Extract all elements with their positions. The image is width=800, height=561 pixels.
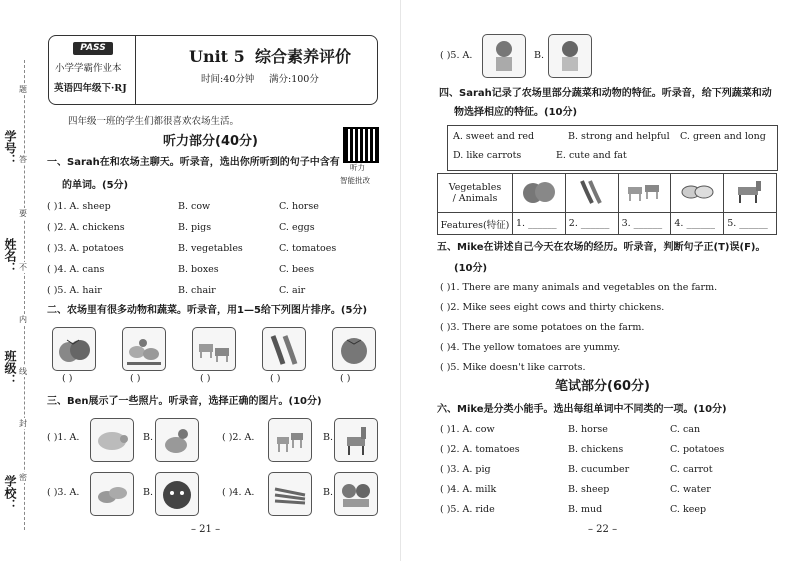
s1-q2-b: B. pigs xyxy=(178,222,212,233)
s6-q5-b: B. mud xyxy=(568,504,603,515)
s3-b-label: B. xyxy=(323,487,334,498)
horses-image xyxy=(268,418,312,462)
cows-icon xyxy=(624,177,664,207)
section3-title: 三、Ben展示了一些照片。听录音，选择正确的图片。(10分) xyxy=(47,396,322,407)
binding-char: 密 xyxy=(19,473,27,482)
option-c: C. green and long xyxy=(680,131,766,142)
s5-item: ( )4. The yellow tomatoes are yummy. xyxy=(440,342,621,353)
option-a: A. sweet and red xyxy=(453,131,535,142)
page-title: 综合素养评价 xyxy=(255,47,352,66)
feature-blank[interactable]: 4. ______ xyxy=(671,213,724,235)
s3-b-label: B. xyxy=(323,432,334,443)
section6-title: 六、Mike是分类小能手。选出每组单词中不同类的一项。(10分) xyxy=(437,404,727,415)
s5-item: ( )2. Mike sees eight cows and thirty chickens. xyxy=(440,302,665,313)
tomatoes-cell xyxy=(513,174,566,213)
potatoes-image xyxy=(90,472,134,516)
features-label: Features(特征) xyxy=(438,213,513,235)
s1-q5-c: C. air xyxy=(279,285,306,296)
order-blank[interactable]: ( ) xyxy=(130,373,141,384)
feature-blank[interactable]: 3. ______ xyxy=(618,213,671,235)
feature-blank[interactable]: 5. ______ xyxy=(724,213,777,235)
features-options-box xyxy=(447,125,778,171)
s1-q4-c: C. bees xyxy=(279,264,315,275)
binding-char: 答 xyxy=(19,155,27,164)
pass-logo: PASS xyxy=(73,42,113,55)
s1-q1-c: C. horse xyxy=(279,201,319,212)
binding-char: 封 xyxy=(19,419,27,428)
section5-title: 五、Mike在讲述自己今天在农场的经历。听录音，判断句子正(T)误(F)。 xyxy=(437,242,766,253)
hen-image xyxy=(155,418,199,462)
qr-code[interactable] xyxy=(343,127,379,163)
s3-q5: ( )5. A. xyxy=(440,50,473,61)
section1-title: 一、Sarah在和农场主聊天。听录音，选出你所听到的句子中含有 xyxy=(47,157,340,168)
feature-blank[interactable]: 2. ______ xyxy=(565,213,618,235)
carrots-image xyxy=(268,472,312,516)
s3-b-label: B. xyxy=(143,432,154,443)
dashed-cut-line xyxy=(24,60,25,530)
class-label: 班级： xyxy=(3,350,17,386)
s6-q4-a: ( )4. A. milk xyxy=(440,484,497,495)
series-name: 小学学霸作业本 xyxy=(55,63,122,74)
right-page xyxy=(400,0,800,561)
option-d: D. like carrots xyxy=(453,150,522,161)
sheep-icon xyxy=(677,177,717,207)
s1-q3-c: C. tomatoes xyxy=(279,243,337,254)
order-blank[interactable]: ( ) xyxy=(270,373,281,384)
binding-margin xyxy=(0,20,44,520)
binding-char: 内 xyxy=(19,315,27,324)
time-limit: 时间:40分钟 xyxy=(201,74,255,85)
qr-caption: 听力 xyxy=(350,163,365,172)
s6-q4-b: B. sheep xyxy=(568,484,610,495)
s6-q3-a: ( )3. A. pig xyxy=(440,464,491,475)
s5-item: ( )1. There are many animals and vegetables on the farm. xyxy=(440,282,718,293)
section4-title-cont: 物选择相应的特征。(10分) xyxy=(454,107,578,118)
tomato-face-image xyxy=(155,472,199,516)
horse-image xyxy=(334,418,378,462)
s1-q3-b: B. vegetables xyxy=(178,243,243,254)
school-label: 学校： xyxy=(3,475,17,511)
order-blank[interactable]: ( ) xyxy=(200,373,211,384)
order-blank[interactable]: ( ) xyxy=(62,373,73,384)
s6-q1-b: B. horse xyxy=(568,424,608,435)
section4-title: 四、Sarah记录了农场里部分蔬菜和动物的特征。听录音，给下列蔬菜和动 xyxy=(439,88,772,99)
binding-char: 线 xyxy=(19,367,27,376)
tomatoes-icon xyxy=(519,177,559,207)
full-score: 满分:100分 xyxy=(269,74,319,85)
sheep-cell xyxy=(671,174,724,213)
cucumbers-image xyxy=(262,327,306,371)
girl-image xyxy=(482,34,526,78)
horse-icon xyxy=(730,177,770,207)
cucumbers-cell xyxy=(565,174,618,213)
s1-q5-b: B. chair xyxy=(178,285,216,296)
table-header-cell xyxy=(438,174,513,213)
s6-q5-a: ( )5. A. ride xyxy=(440,504,495,515)
section1-title-cont: 的单词。(5分) xyxy=(62,180,129,191)
features-table xyxy=(437,173,777,235)
s1-q4-a: ( )4. A. cans xyxy=(47,264,105,275)
s1-q2-c: C. eggs xyxy=(279,222,315,233)
s1-q1-a: ( )1. A. sheep xyxy=(47,201,111,212)
s3-q2: ( )2. A. xyxy=(222,432,255,443)
page-number-right: – 22 – xyxy=(588,524,618,535)
s1-q1-b: B. cow xyxy=(178,201,211,212)
s5-item: ( )3. There are some potatoes on the farm. xyxy=(440,322,645,333)
pig-image xyxy=(90,418,134,462)
s3-q3: ( )3. A. xyxy=(47,487,80,498)
s3-q5-b: B. xyxy=(534,50,545,61)
binding-char: 不 xyxy=(19,263,27,272)
name-label: 姓名： xyxy=(3,238,17,274)
order-blank[interactable]: ( ) xyxy=(340,373,351,384)
unit-header xyxy=(48,35,378,105)
listening-part-title: 听力部分(40分) xyxy=(163,134,258,149)
s6-q2-a: ( )2. A. tomatoes xyxy=(440,444,520,455)
boy-image xyxy=(548,34,592,78)
s1-q2-a: ( )2. A. chickens xyxy=(47,222,125,233)
feature-blank[interactable]: 1. ______ xyxy=(513,213,566,235)
writing-part-title: 笔试部分(60分) xyxy=(555,379,650,394)
tomatoes-image xyxy=(52,327,96,371)
horse-cell xyxy=(724,174,777,213)
s1-q3-a: ( )3. A. potatoes xyxy=(47,243,124,254)
s3-q1: ( )1. A. xyxy=(47,432,80,443)
s5-item: ( )5. Mike doesn't like carrots. xyxy=(440,362,586,373)
chickens-image xyxy=(122,327,166,371)
s6-q1-c: C. can xyxy=(670,424,701,435)
s3-b-label: B. xyxy=(143,487,154,498)
s1-q5-a: ( )5. A. hair xyxy=(47,285,102,296)
cows-cell xyxy=(618,174,671,213)
binding-char: 题 xyxy=(19,85,27,94)
student-id-label: 学号： xyxy=(3,130,17,166)
s6-q2-c: C. potatoes xyxy=(670,444,725,455)
section5-title-cont: (10分) xyxy=(454,263,488,274)
table-header-line: / Animals xyxy=(452,193,498,204)
option-b: B. strong and helpful xyxy=(568,131,670,142)
tomato-image xyxy=(332,327,376,371)
unit-number: Unit 5 xyxy=(189,47,245,66)
page-number-left: – 21 – xyxy=(191,524,221,535)
qr-caption: 智能批改 xyxy=(340,176,370,185)
s6-q2-b: B. chickens xyxy=(568,444,624,455)
section2-title: 二、农场里有很多动物和蔬菜。听录音，用1—5给下列图片排序。(5分) xyxy=(47,305,368,316)
cows-image xyxy=(192,327,236,371)
table-header-line: Vegetables xyxy=(448,182,502,193)
s6-q1-a: ( )1. A. cow xyxy=(440,424,495,435)
series-panel xyxy=(49,36,136,104)
cucumbers-icon xyxy=(572,177,612,207)
s3-q4: ( )4. A. xyxy=(222,487,255,498)
binding-char: 要 xyxy=(19,209,27,218)
s6-q5-c: C. keep xyxy=(670,504,707,515)
s6-q3-b: B. cucumber xyxy=(568,464,630,475)
tomatoes-basket-image xyxy=(334,472,378,516)
option-e: E. cute and fat xyxy=(556,150,627,161)
grade-label: 英语四年级下·RJ xyxy=(54,83,127,94)
s6-q4-c: C. water xyxy=(670,484,711,495)
intro-text: 四年级一班的学生们都很喜欢农场生活。 xyxy=(68,116,240,127)
s6-q3-c: C. carrot xyxy=(670,464,713,475)
s1-q4-b: B. boxes xyxy=(178,264,219,275)
